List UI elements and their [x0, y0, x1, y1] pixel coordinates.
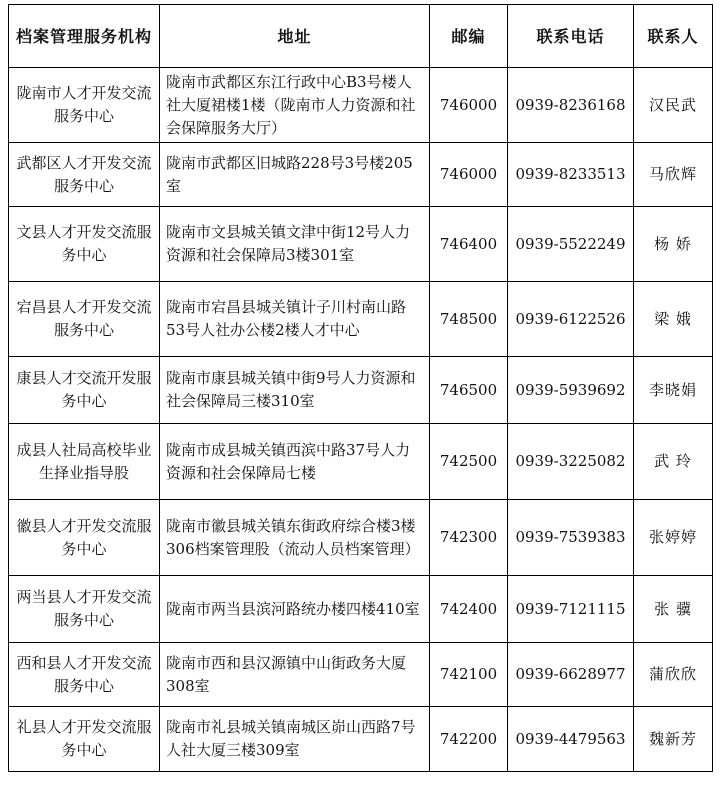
org-cell: 宕昌县人才开发交流服务中心: [9, 282, 160, 357]
table-row: [9, 576, 713, 643]
header-org: 档案管理服务机构: [9, 5, 160, 68]
header-zip: 邮编: [430, 5, 508, 68]
zip-cell: 742200: [430, 707, 508, 772]
address-cell: 陇南市成县城关镇西滨中路37号人力资源和社会保障局七楼: [160, 424, 430, 500]
table-row: [9, 357, 713, 424]
address-cell: 陇南市武都区旧城路228号3号楼205室: [160, 143, 430, 207]
table-header-row: [9, 5, 713, 68]
address-cell: 陇南市武都区东江行政中心B3号楼人社大厦裙楼1楼（陇南市人力资源和社会保障服务大厅）: [160, 68, 430, 143]
org-cell: 徽县人才开发交流服务中心: [9, 500, 160, 576]
contact-cell: 武 玲: [634, 424, 713, 500]
phone-cell: 0939-7121115: [508, 576, 634, 643]
phone-cell: 0939-4479563: [508, 707, 634, 772]
zip-cell: 742100: [430, 643, 508, 707]
phone-cell: 0939-6122526: [508, 282, 634, 357]
contact-cell: 张 骥: [634, 576, 713, 643]
phone-cell: 0939-3225082: [508, 424, 634, 500]
zip-cell: 746500: [430, 357, 508, 424]
zip-cell: 742400: [430, 576, 508, 643]
zip-cell: 746400: [430, 207, 508, 282]
org-cell: 康县人才交流开发服务中心: [9, 357, 160, 424]
address-cell: 陇南市徽县城关镇东街政府综合楼3楼306档案管理股（流动人员档案管理）: [160, 500, 430, 576]
phone-cell: 0939-6628977: [508, 643, 634, 707]
phone-cell: 0939-8236168: [508, 68, 634, 143]
phone-cell: 0939-5522249: [508, 207, 634, 282]
org-cell: 两当县人才开发交流服务中心: [9, 576, 160, 643]
table-row: [9, 424, 713, 500]
contact-cell: 张婷婷: [634, 500, 713, 576]
table-row: [9, 282, 713, 357]
phone-cell: 0939-8233513: [508, 143, 634, 207]
contact-cell: 李晓娟: [634, 357, 713, 424]
address-cell: 陇南市两当县滨河路统办楼四楼410室: [160, 576, 430, 643]
table-row: [9, 68, 713, 143]
address-cell: 陇南市西和县汉源镇中山街政务大厦308室: [160, 643, 430, 707]
org-cell: 陇南市人才开发交流服务中心: [9, 68, 160, 143]
contact-cell: 马欣辉: [634, 143, 713, 207]
zip-cell: 746000: [430, 143, 508, 207]
contact-cell: 汉民武: [634, 68, 713, 143]
phone-cell: 0939-7539383: [508, 500, 634, 576]
org-cell: 文县人才开发交流服务中心: [9, 207, 160, 282]
table-row: [9, 207, 713, 282]
zip-cell: 746000: [430, 68, 508, 143]
address-cell: 陇南市文县城关镇文津中街12号人力资源和社会保障局3楼301室: [160, 207, 430, 282]
archive-service-table: [8, 4, 713, 772]
header-contact: 联系人: [634, 5, 713, 68]
contact-cell: 杨 娇: [634, 207, 713, 282]
table-row: [9, 500, 713, 576]
address-cell: 陇南市礼县城关镇南城区峁山西路7号人社大厦三楼309室: [160, 707, 430, 772]
org-cell: 武都区人才开发交流服务中心: [9, 143, 160, 207]
header-phone: 联系电话: [508, 5, 634, 68]
org-cell: 成县人社局高校毕业生择业指导股: [9, 424, 160, 500]
contact-cell: 魏新芳: [634, 707, 713, 772]
table-row: [9, 643, 713, 707]
org-cell: 西和县人才开发交流服务中心: [9, 643, 160, 707]
contact-cell: 梁 娥: [634, 282, 713, 357]
address-cell: 陇南市康县城关镇中街9号人力资源和社会保障局三楼310室: [160, 357, 430, 424]
header-address: 地址: [160, 5, 430, 68]
phone-cell: 0939-5939692: [508, 357, 634, 424]
address-cell: 陇南市宕昌县城关镇计子川村南山路53号人社办公楼2楼人才中心: [160, 282, 430, 357]
table-row: [9, 707, 713, 772]
zip-cell: 742300: [430, 500, 508, 576]
zip-cell: 748500: [430, 282, 508, 357]
org-cell: 礼县人才开发交流服务中心: [9, 707, 160, 772]
zip-cell: 742500: [430, 424, 508, 500]
table-row: [9, 143, 713, 207]
contact-cell: 蒲欣欣: [634, 643, 713, 707]
